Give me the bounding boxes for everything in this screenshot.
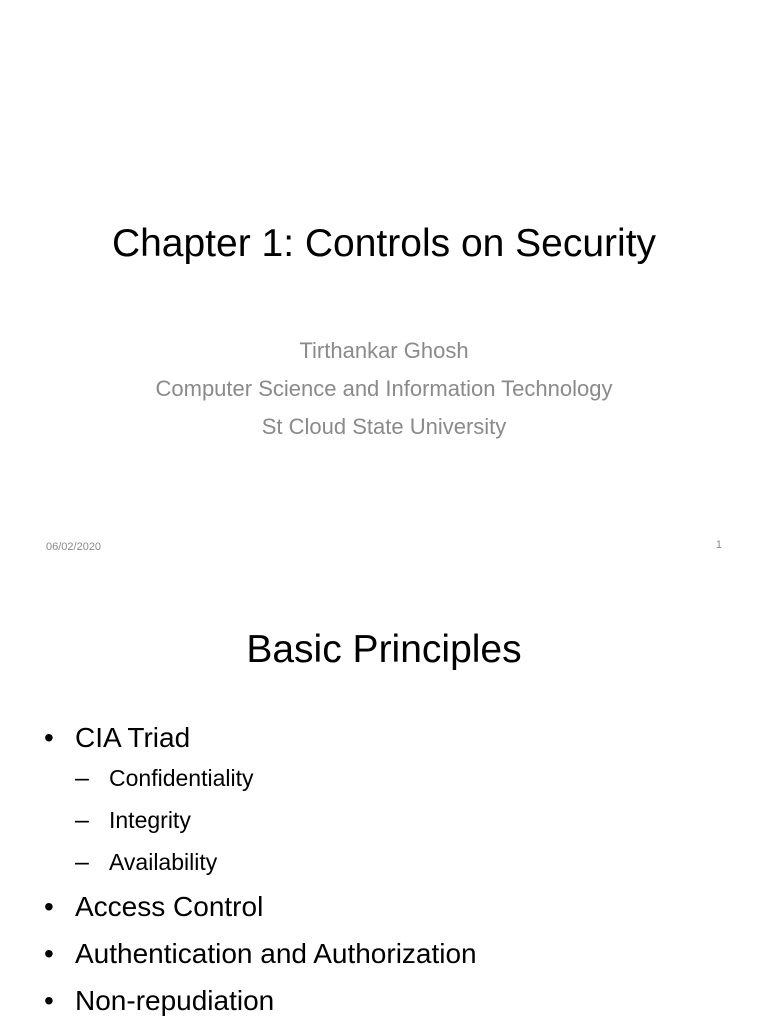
slide-title: Chapter 1: Controls on Security	[111, 222, 657, 265]
dash-marker: –	[75, 848, 89, 876]
bullet-item	[44, 930, 744, 977]
bullet-text: Access Control	[75, 891, 264, 922]
bullet-marker: •	[44, 938, 54, 969]
sub-bullet-text: Integrity	[109, 807, 191, 833]
bullet-item	[44, 977, 744, 1024]
content-slide	[0, 576, 768, 1024]
slide-subtitle	[0, 332, 768, 446]
bullet-item	[44, 883, 744, 930]
sub-bullet-item	[75, 799, 744, 841]
sub-bullet-text: Confidentiality	[109, 765, 254, 791]
bullet-text: Non-repudiation	[75, 985, 275, 1016]
slide-title: Basic Principles	[246, 628, 522, 671]
bullet-marker: •	[44, 891, 54, 922]
bullet-list	[44, 714, 744, 1024]
author-name: Tirthankar Ghosh	[299, 338, 469, 363]
sub-bullet-item	[75, 757, 744, 799]
department-name: Computer Science and Information Technology	[155, 376, 613, 401]
university-name: St Cloud State University	[261, 414, 507, 439]
footer-date: 06/02/2020	[46, 541, 102, 553]
dash-marker: –	[75, 764, 89, 792]
bullet-text: CIA Triad	[75, 722, 191, 753]
sub-bullet-list	[75, 757, 744, 883]
bullet-marker: •	[44, 985, 54, 1016]
sub-bullet-item	[75, 841, 744, 883]
bullet-item	[44, 714, 744, 883]
bullet-text: Authentication and Authorization	[75, 938, 477, 969]
sub-bullet-text: Availability	[109, 849, 218, 875]
bullet-marker: •	[44, 722, 54, 753]
dash-marker: –	[75, 806, 89, 834]
slide-number: 1	[715, 539, 722, 551]
